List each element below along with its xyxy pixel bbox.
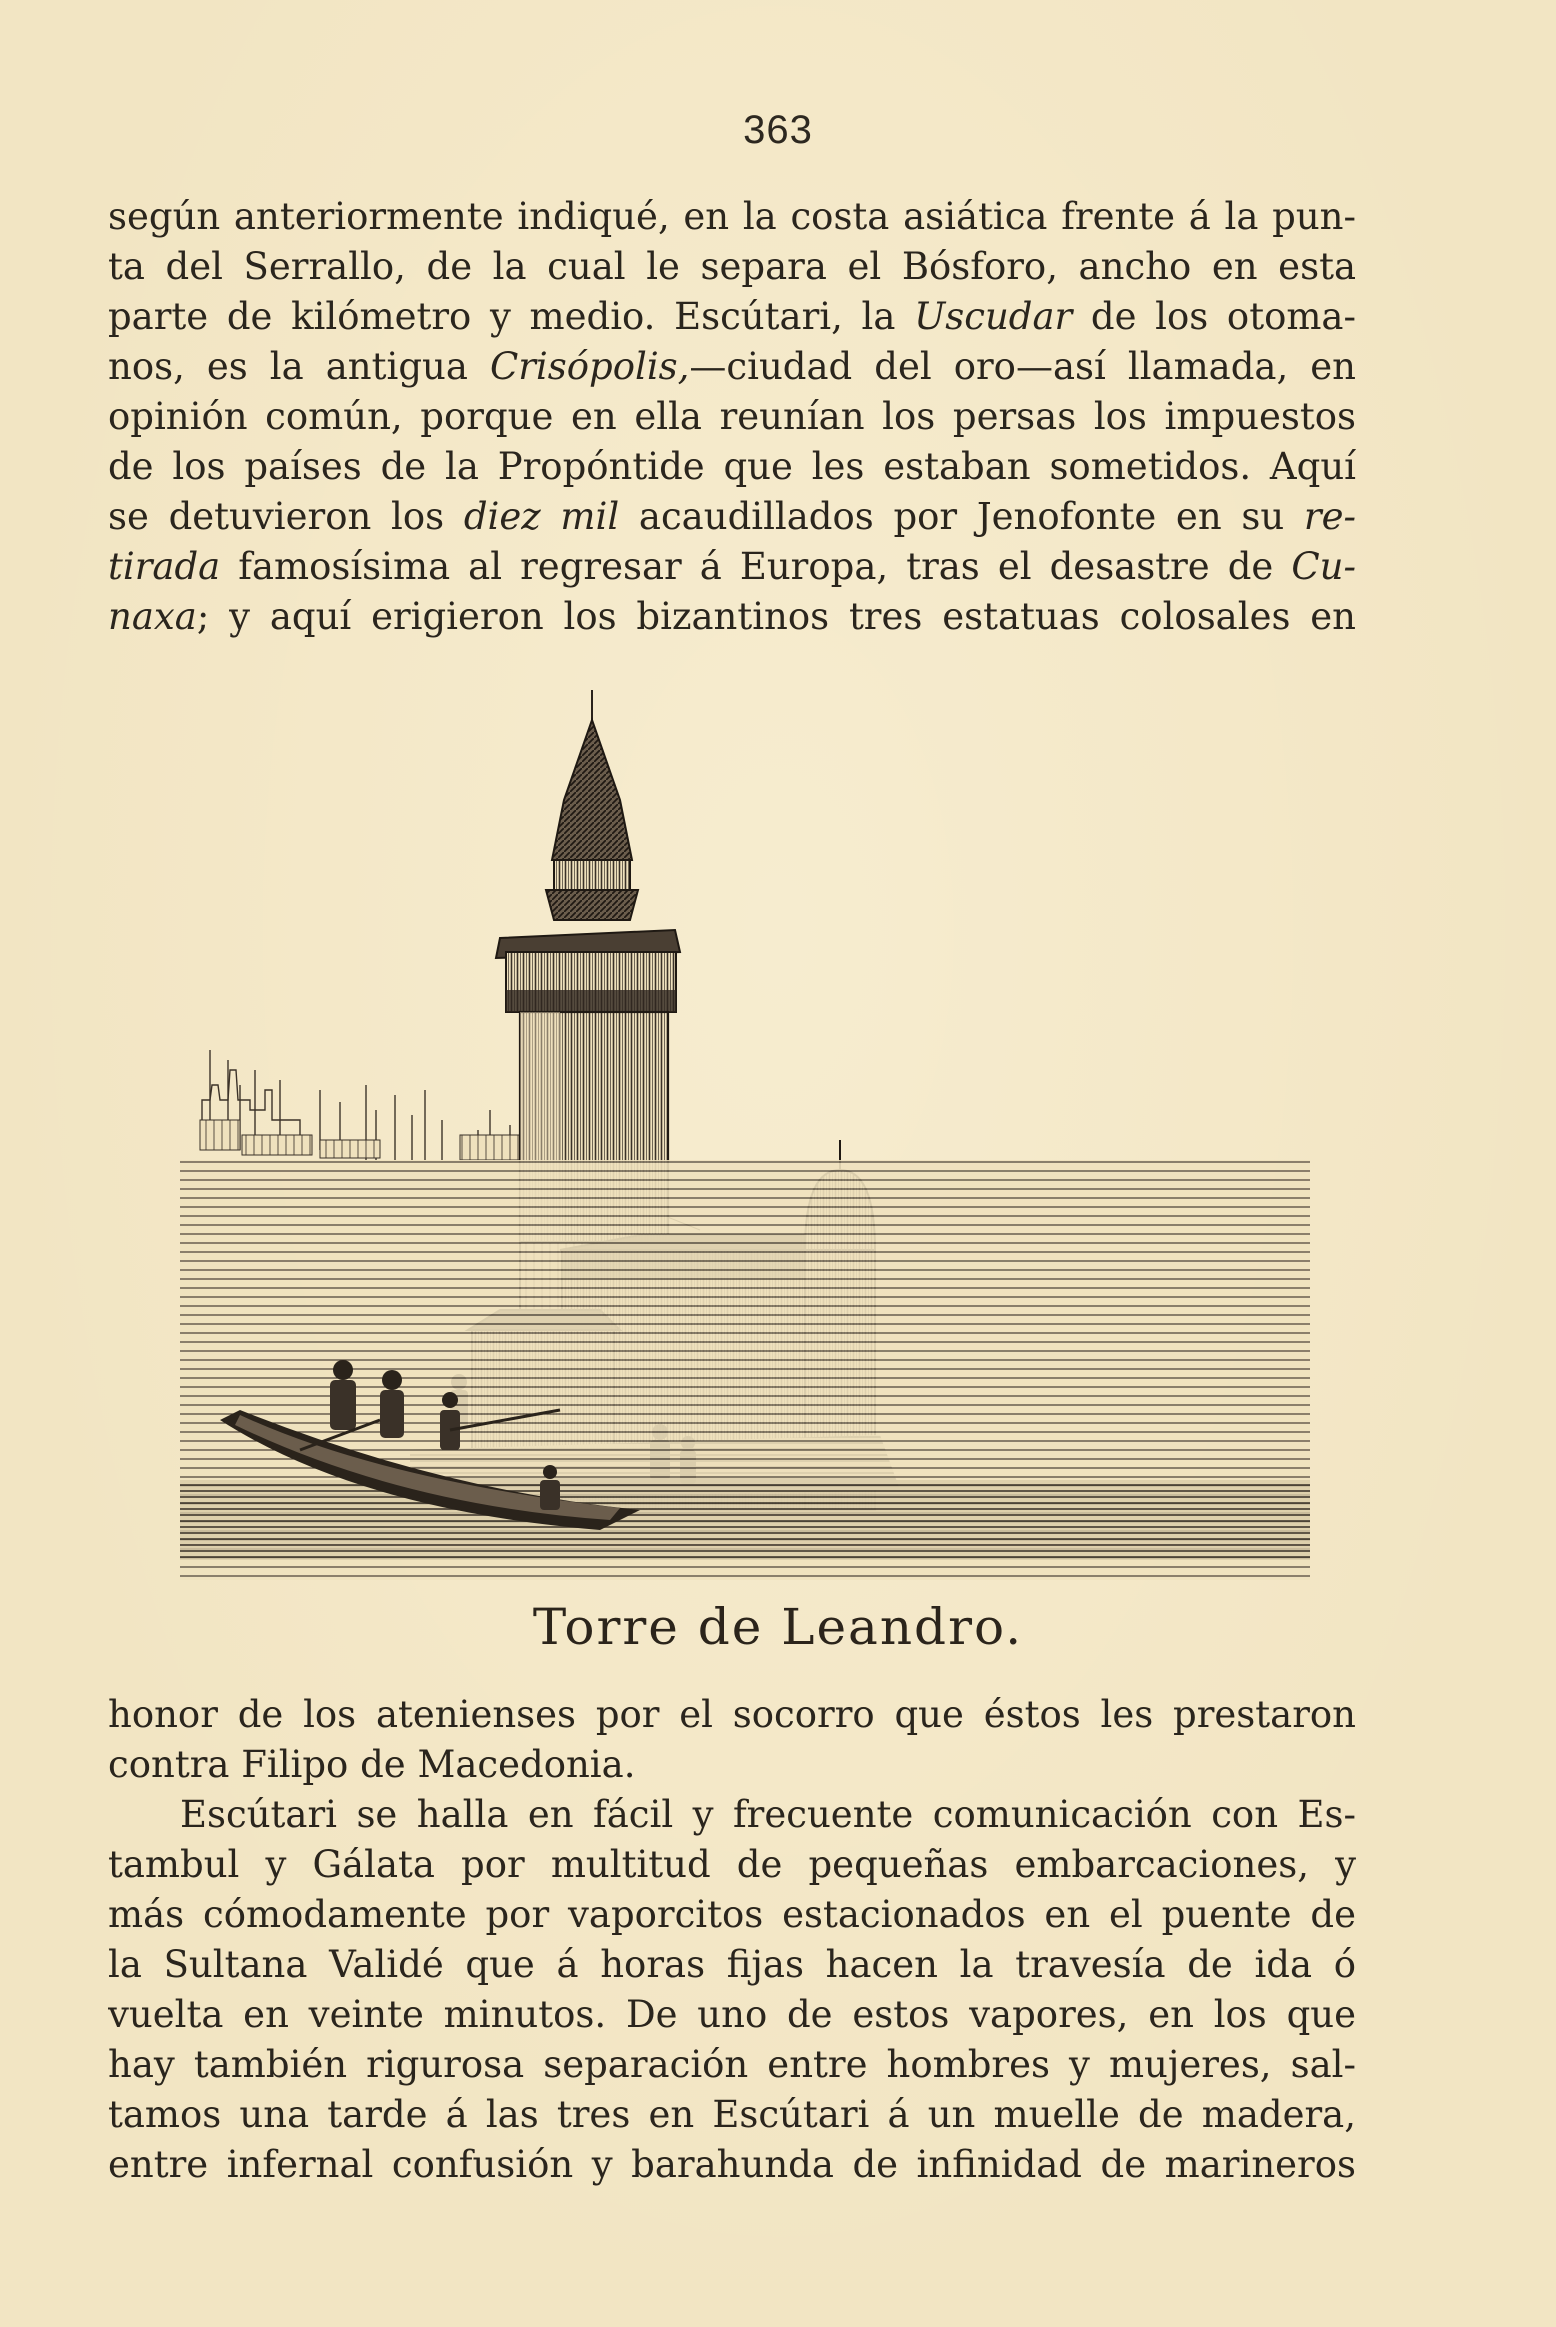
text-line: vuelta en veinte minutos. De uno de estos vapores, en los que (108, 1993, 1356, 2036)
text-segment: se detuvieron los (108, 495, 464, 538)
text-line: la Sultana Validé que á horas fijas hacen la travesía de ida ó (108, 1943, 1356, 1986)
text-line: contra Filipo de Macedonia. (108, 1743, 636, 1786)
italic-term: Crisópolis, (489, 345, 690, 388)
italic-term: naxa (108, 595, 197, 638)
text-line (108, 392, 1356, 442)
text-segment: ; y aquí erigieron los bizantinos tres estatuas colosales en (196, 595, 1356, 638)
italic-term: re- (1303, 495, 1356, 538)
text-line (108, 542, 1356, 592)
text-line (108, 342, 1356, 392)
text-line: Escútari se halla en fácil y frecuente comunicación con Es- (180, 1793, 1356, 1836)
tower-engraving (180, 690, 1310, 1590)
text-segment: de los países de la Propóntide que les estaban sometidos. Aquí (108, 445, 1356, 488)
bottom-paragraph (108, 1690, 1356, 2190)
top-paragraph (108, 192, 1356, 642)
engraving-illustration (180, 690, 1310, 1590)
page-number: 363 (743, 108, 813, 152)
italic-term: Uscudar (914, 295, 1073, 338)
text-segment: famosísima al regresar á Europa, tras el desastre de (220, 545, 1292, 588)
text-segment: parte de kilómetro y medio. Escútari, la (108, 295, 915, 338)
text-line (108, 292, 1356, 342)
text-segment: —ciudad del oro—así llamada, en (689, 345, 1356, 388)
text-line: tambul y Gálata por multitud de pequeñas embarcaciones, y (108, 1843, 1356, 1886)
text-segment: acaudillados por Jenofonte en su (619, 495, 1304, 538)
text-line (108, 592, 1356, 642)
text-line (108, 492, 1356, 542)
text-line: hay también rigurosa separación entre hombres y mujeres, sal- (108, 2043, 1356, 2086)
text-line: honor de los atenienses por el socorro que éstos les prestaron (108, 1693, 1356, 1736)
text-line (108, 192, 1356, 242)
text-line (108, 242, 1356, 292)
italic-term: Cu- (1291, 545, 1356, 588)
text-segment: opinión común, porque en ella reunían los persas los impuestos (108, 395, 1356, 438)
italic-term: tirada (108, 545, 221, 588)
text-line: más cómodamente por vaporcitos estacionados en el puente de (108, 1893, 1356, 1936)
text-segment: de los otoma- (1072, 295, 1356, 338)
text-segment: según anteriormente indiqué, en la costa asiática frente á la pun- (108, 195, 1356, 238)
italic-term: diez mil (463, 495, 620, 538)
text-segment: ta del Serrallo, de la cual le separa el Bósforo, ancho en esta (108, 245, 1356, 288)
text-line (108, 442, 1356, 492)
text-line: tamos una tarde á las tres en Escútari á un muelle de madera, (108, 2093, 1356, 2136)
figure-caption: Torre de Leandro. (532, 1598, 1024, 1656)
text-line: entre infernal confusión y barahunda de infinidad de marineros (108, 2143, 1356, 2186)
text-segment: nos, es la antigua (108, 345, 490, 388)
